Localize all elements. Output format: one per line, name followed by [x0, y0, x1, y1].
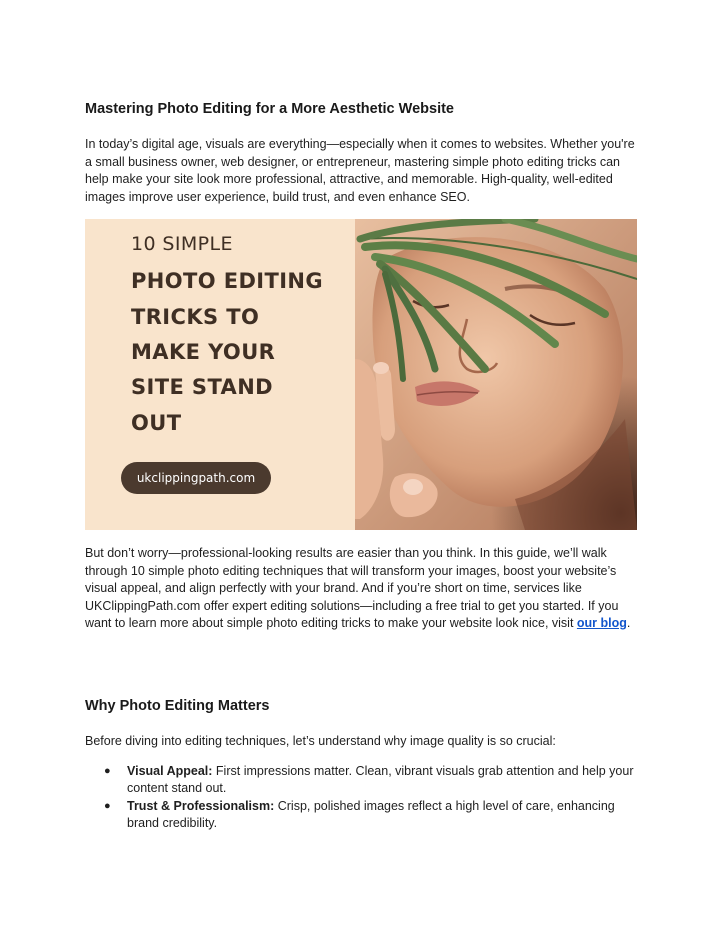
- bullet-text: Crisp, polished images reflect a high level of care, enhancing brand credibility.: [127, 798, 615, 830]
- section-heading-why-photo-editing: Why Photo Editing Matters: [85, 698, 270, 714]
- banner-image: [85, 219, 637, 530]
- section-lead-paragraph: Before diving into editing techniques, let’s understand why image quality is so crucial:: [85, 734, 556, 748]
- intro-paragraph: In today’s digital age, visuals are everything—especially when it comes to websites. Whether you're a small business owner, web designer, or entrepreneur, mastering simple photo editing tricks can help make your site look more professional, attractive, and memorable. High-quality, well-edited images improve user experience, build trust, and even enhance SEO.: [85, 137, 635, 204]
- bullet-label: Visual Appeal:: [127, 764, 213, 778]
- after-image-paragraph: [85, 545, 645, 633]
- bullet-list: [85, 763, 637, 832]
- bullet-text: First impressions matter. Clean, vibrant visuals grab attention and help your content stand out.: [127, 764, 634, 795]
- brand-pill: ukclippingpath.com: [121, 462, 271, 494]
- list-item: [85, 763, 637, 797]
- banner-line-4: MAKE YOUR: [131, 340, 276, 364]
- our-blog-link[interactable]: our blog: [576, 616, 627, 630]
- banner-line-5: SITE STAND: [131, 375, 273, 399]
- banner-line-2: PHOTO EDITING: [131, 269, 324, 293]
- after-image-text: But don’t worry—professional-looking results are easier than you think. In this guide, we’ll walk through 10 simple photo editing techniques that will transform your images, boost your website’s visual appeal, and align perfectly with your brand. And if you’re short on time, services like UKClippingPath.com offer expert editing solutions—including a free trial to get you started. If you want to learn more about simple photo editing tricks to make your website look nice, visit: [85, 546, 619, 630]
- bullet-icon: ●: [104, 765, 111, 777]
- banner-line-3: TRICKS TO: [131, 305, 260, 329]
- document-title: Mastering Photo Editing for a More Aesthetic Website: [85, 101, 454, 117]
- bullet-icon: ●: [104, 799, 111, 812]
- list-item: [85, 798, 637, 832]
- model-photo-with-palm-leaf: [355, 219, 637, 530]
- banner-line-6: OUT: [131, 411, 182, 435]
- bullet-label: Trust & Professionalism:: [127, 798, 275, 813]
- banner-line-1: 10 SIMPLE: [131, 233, 233, 255]
- after-image-end: .: [626, 616, 631, 630]
